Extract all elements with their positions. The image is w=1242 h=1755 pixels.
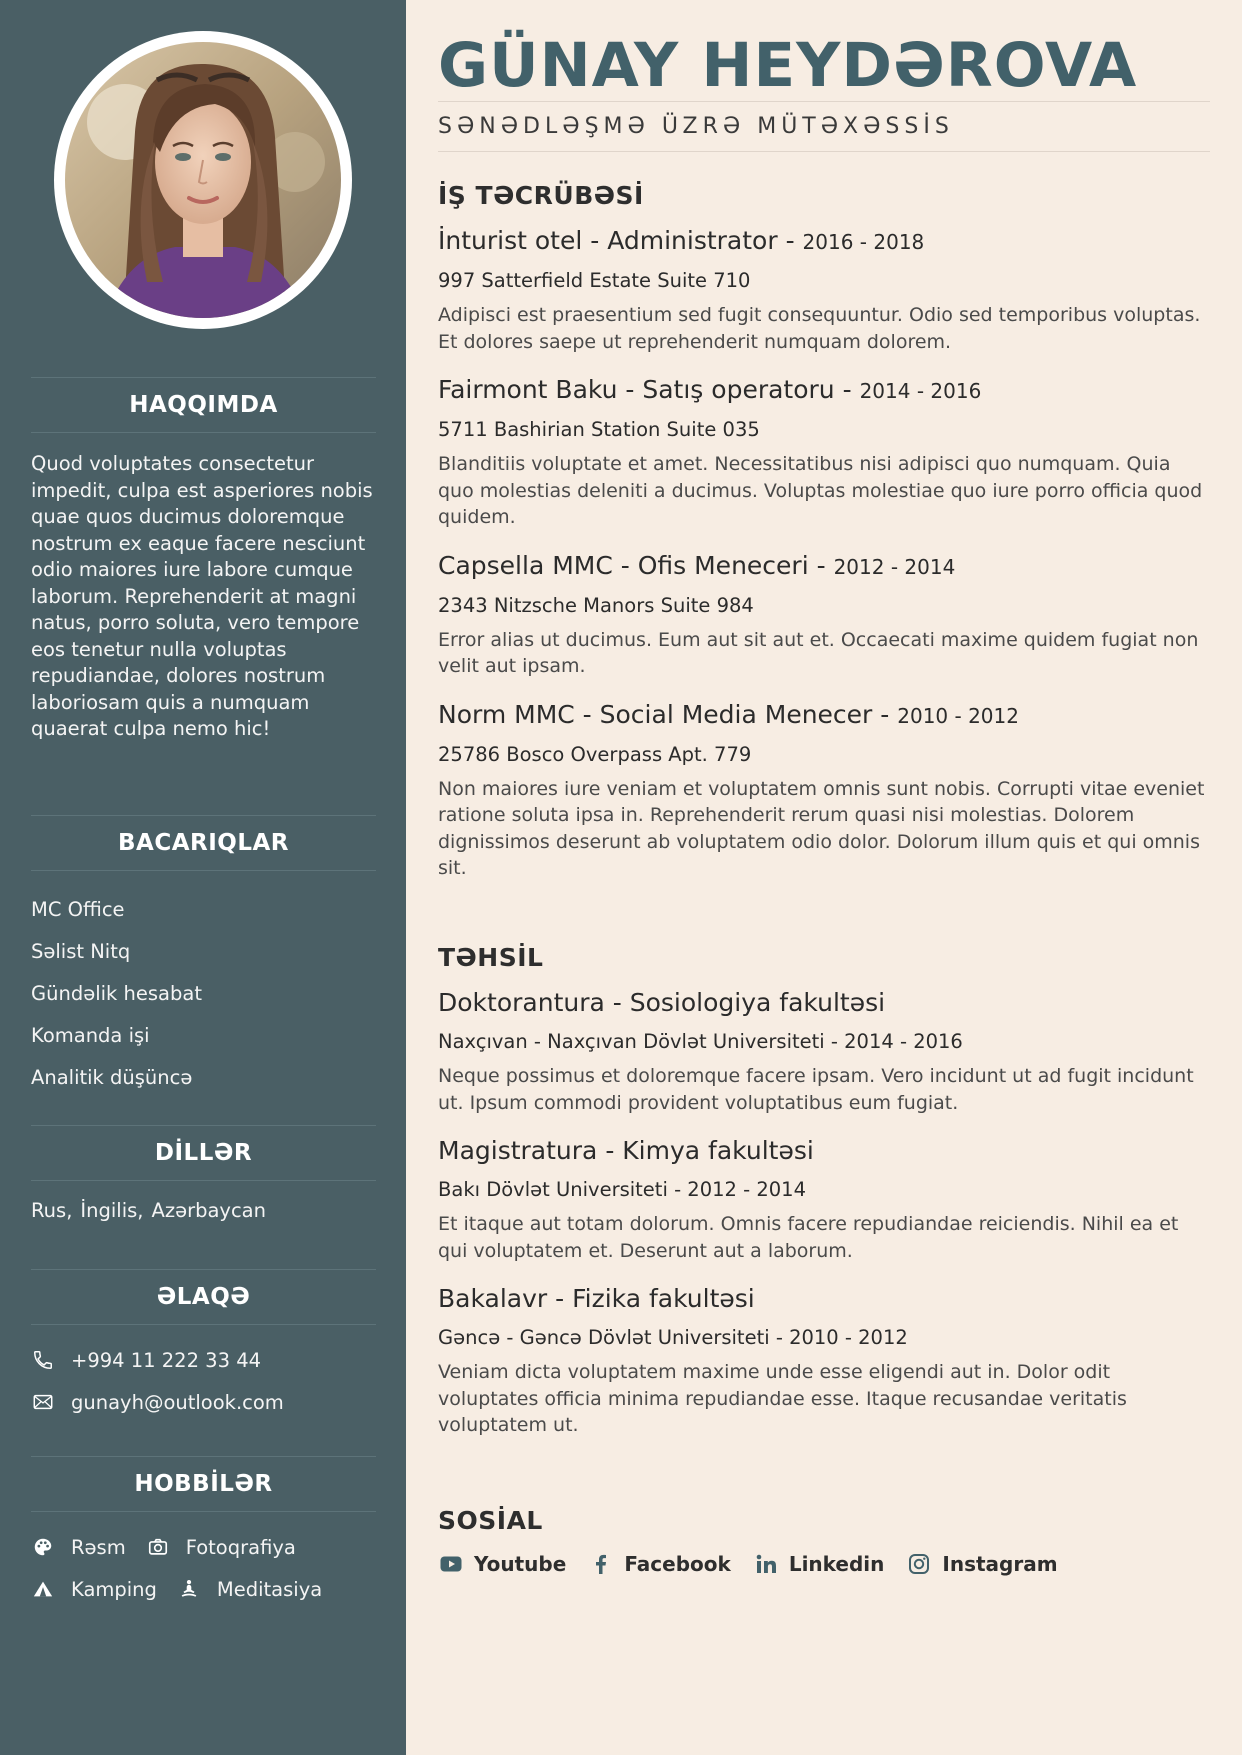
education-entry (438, 1134, 1210, 1264)
skill-item: Gündəlik hesabat (31, 982, 202, 1005)
social-link-linkedin[interactable] (753, 1551, 885, 1577)
education-entry (438, 1282, 1210, 1439)
entry-title: İnturist otel - Administrator - (438, 226, 803, 255)
entry-description: Adipisci est praesentium sed fugit consequuntur. Odio sed temporibus voluptas. Et dolores saepe ut reprehenderit numquam dolorem. (438, 304, 1201, 353)
entry-years: 2012 - 2014 (833, 554, 956, 579)
social-link-instagram[interactable] (906, 1551, 1057, 1577)
tent-icon (31, 1577, 55, 1601)
profile-photo (65, 42, 341, 318)
contact-phone[interactable] (31, 1339, 376, 1381)
about-text: Quod voluptates consectetur impedit, culpa est asperiores nobis quae quos ducimus doloremque nostrum ex eaque facere nesciunt odio maiores iure labore cumque laborum. Reprehenderit at magni natus, porro soluta, vero tempore eos tenetur nulla voluptas repudiandae, dolores nostrum laboriosam quis a numquam quaerat culpa nemo hic! (31, 452, 373, 740)
person-name: GÜNAY HEYDƏROVA (438, 30, 1138, 101)
social-label: Facebook (624, 1552, 731, 1576)
hobby-item (177, 1577, 322, 1601)
email-address: gunayh@outlook.com (71, 1390, 284, 1414)
languages-heading: DİLLƏR (31, 1125, 376, 1181)
job-title: SƏNƏDLƏŞMƏ ÜZRƏ MÜTƏXƏSSİS (438, 101, 1210, 152)
entry-description: Error alias ut ducimus. Eum aut sit aut et. Occaecati maxime quidem fugiat non velit aut ipsam. (438, 628, 1199, 677)
entry-description: Blanditiis voluptate et amet. Necessitatibus nisi adipisci quo numquam. Quia quo molestias deleniti a ducimus. Voluptas molestiae quo iure porro officia quod quidem. (438, 453, 1203, 528)
languages-list (31, 1199, 376, 1222)
about-section (31, 377, 376, 743)
skills-heading: BACARIQLAR (31, 815, 376, 871)
facebook-icon (588, 1551, 614, 1577)
entry-address: 2343 Nitzsche Manors Suite 984 (438, 593, 754, 617)
entry-years: 2014 - 2016 (859, 379, 982, 403)
entry-school: Gəncə - Gəncə Dövlət Universiteti - 2010 - 2012 (438, 1326, 908, 1349)
entry-address: 997 Satterfield Estate Suite 710 (438, 269, 751, 292)
entry-title: Capsella MMC - Ofis Meneceri - (438, 550, 834, 580)
social-link-youtube[interactable] (438, 1551, 566, 1577)
palette-icon (31, 1535, 55, 1559)
social-link-facebook[interactable] (588, 1551, 731, 1577)
entry-description: Veniam dicta voluptatem maxime unde esse eligendi aut in. Dolor odit voluptates officia minima repudiandae esse. Itaque recusandae veritatis voluptatem ut. (438, 1361, 1127, 1436)
skill-item: MC Office (31, 898, 125, 921)
language-item: Rus, (31, 1199, 73, 1222)
experience-entry (438, 698, 1210, 882)
sidebar (0, 0, 406, 1755)
camera-icon (146, 1535, 170, 1559)
hobbies-heading: HOBBİLƏR (31, 1456, 376, 1512)
linkedin-icon (753, 1551, 779, 1577)
social-label: Instagram (942, 1552, 1058, 1576)
experience-heading: İŞ TƏCRÜBƏSİ (438, 181, 644, 210)
hobbies-section (31, 1456, 376, 1610)
social-section (438, 1506, 1210, 1577)
phone-number: +994 11 222 33 44 (71, 1348, 262, 1372)
about-heading: HAQQIMDA (31, 377, 376, 433)
languages-section (31, 1125, 376, 1222)
hobby-item (146, 1535, 296, 1559)
instagram-icon (906, 1551, 932, 1577)
hobby-label: Fotoqrafiya (185, 1535, 296, 1559)
entry-years: 2016 - 2018 (802, 230, 925, 254)
entry-years: 2010 - 2012 (897, 703, 1019, 728)
hobby-item (31, 1535, 126, 1559)
entry-title: Magistratura - Kimya fakultəsi (438, 1136, 814, 1165)
hobby-item (31, 1577, 157, 1601)
entry-title: Bakalavr - Fizika fakultəsi (438, 1284, 755, 1313)
entry-title: Fairmont Baku - Satış operatoru - (438, 375, 860, 404)
education-heading: TƏHSİL (438, 943, 544, 972)
skills-list (31, 889, 376, 1099)
envelope-icon (31, 1390, 55, 1414)
language-item: İngilis, (80, 1199, 144, 1222)
phone-icon (31, 1348, 55, 1372)
entry-address: 5711 Bashirian Station Suite 035 (438, 418, 760, 441)
experience-entry (438, 373, 1210, 531)
social-heading: SOSİAL (438, 1506, 543, 1535)
education-entry (438, 986, 1210, 1116)
entry-school: Bakı Dövlət Universiteti - 2012 - 2014 (438, 1178, 806, 1201)
social-label: Linkedin (788, 1552, 885, 1576)
profile-photo-frame (54, 31, 352, 329)
hobby-label: Meditasiya (216, 1577, 323, 1601)
entry-address: 25786 Bosco Overpass Apt. 779 (438, 742, 752, 766)
experience-section (438, 181, 1210, 882)
language-item: Azərbaycan (151, 1199, 266, 1222)
entry-title: Norm MMC - Social Media Menecer - (438, 699, 898, 729)
entry-description: Non maiores iure veniam et voluptatem omnis sunt nobis. Corrupti vitae eveniet ratione soluta ipsa in. Reprehenderit rerum quasi nisi molestias. Dolorem dignissimos deserunt ab voluptatem odio dolor. Dolorum illum quis et qui omnis sit. (438, 777, 1205, 879)
education-section (438, 943, 1210, 1439)
entry-description: Neque possimus et doloremque facere ipsam. Vero incidunt ut ad fugit incidunt ut. Ipsum commodi provident voluptatibus eum fugiat. (438, 1065, 1194, 1114)
social-links (438, 1551, 1210, 1577)
entry-school: Naxçıvan - Naxçıvan Dövlət Universiteti - 2014 - 2016 (438, 1030, 963, 1053)
hobby-label: Kamping (71, 1577, 157, 1601)
youtube-icon (438, 1551, 464, 1577)
meditation-icon (177, 1577, 201, 1601)
experience-entry (438, 224, 1210, 355)
portrait-image (65, 42, 341, 318)
contact-heading: ƏLAQƏ (31, 1269, 376, 1325)
skill-item: Komanda işi (31, 1024, 150, 1047)
entry-description: Et itaque aut totam dolorum. Omnis facere repudiandae reiciendis. Nihil ea et qui voluptatem et. Deserunt aut a laborum. (438, 1213, 1179, 1262)
contact-email[interactable] (31, 1381, 376, 1423)
entry-title: Doktorantura - Sosiologiya fakultəsi (438, 988, 886, 1017)
experience-entry (438, 549, 1210, 680)
skill-item: Analitik düşüncə (31, 1066, 193, 1089)
skills-section (31, 815, 376, 1099)
hobby-label: Rəsm (71, 1535, 126, 1559)
social-label: Youtube (474, 1552, 567, 1576)
contact-section (31, 1269, 376, 1423)
skill-item: Səlist Nitq (31, 940, 131, 963)
